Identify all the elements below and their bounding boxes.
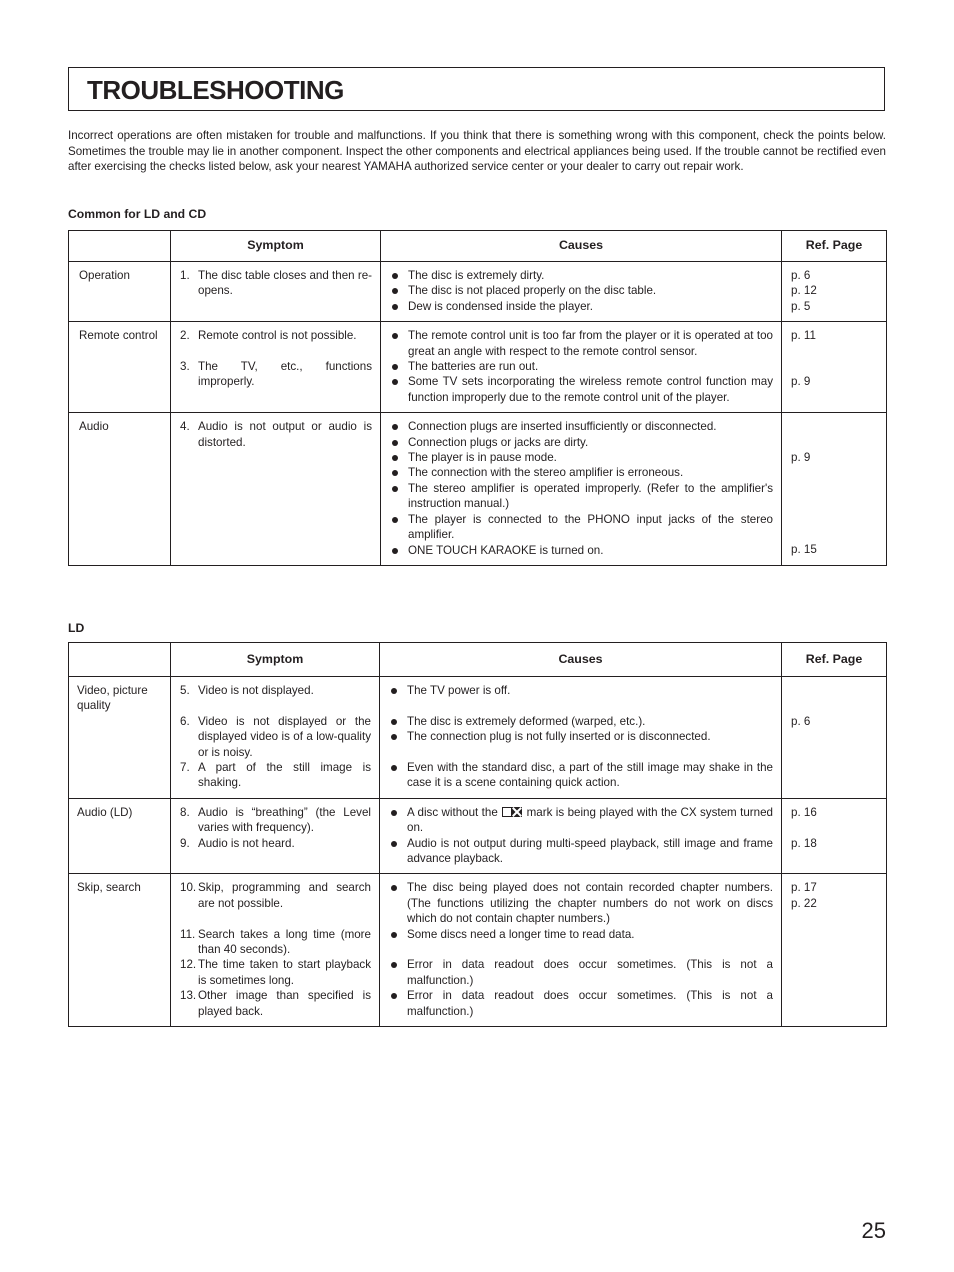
ref-page: p. 15 [791, 543, 817, 557]
symptom-number: 3. [180, 360, 190, 374]
symptom-text: Remote control is not possible. [198, 329, 357, 343]
table-row [69, 798, 887, 874]
symptom-text: A part of the still image is shaking. [198, 761, 371, 790]
bullet-icon [389, 714, 407, 729]
ref-page: p. 17 [791, 881, 817, 895]
bullet-icon [389, 880, 407, 926]
bullet-icon [390, 419, 408, 434]
symptom-number: 12. [180, 958, 197, 972]
cause-text: The disc is extremely deformed (warped, etc.). [407, 714, 646, 728]
section-title-common: Common for LD and CD [68, 207, 207, 221]
ref-page: p. 16 [791, 805, 817, 819]
bullet-icon [390, 481, 408, 512]
causes-cell [380, 798, 782, 874]
intro-paragraph: Incorrect operations are often mistaken for trouble and malfunctions. If you think that there is something wrong with this component, check the points below. Sometimes the trouble may lie in another component. Inspect the other components and electrical appliances being used. If the trouble cannot be rectified even after exercising the checks listed below, ask your nearest YAMAHA authorized service center or your dealer to carry out repair work. [68, 129, 886, 174]
category-cell: Operation [69, 262, 171, 322]
ref-cell [782, 413, 887, 566]
symptom-text: The time taken to start playback is sometimes long. [198, 958, 371, 987]
cause-item [389, 683, 773, 698]
bullet-icon [390, 328, 408, 359]
causes-cell [380, 677, 782, 799]
bullet-icon [390, 543, 408, 558]
symptom-text: Video is not displayed. [198, 684, 314, 697]
symptom-cell [171, 413, 381, 566]
cause-item [389, 729, 773, 744]
bullet-icon [390, 465, 408, 480]
bullet-icon [390, 450, 408, 465]
symptom-cell [171, 874, 380, 1027]
bullet-icon [390, 512, 408, 543]
symptom-number: 4. [180, 420, 190, 434]
symptom-item [180, 328, 372, 343]
cause-text: The batteries are run out. [408, 360, 539, 374]
cause-text [407, 805, 773, 836]
table-header-row [69, 643, 887, 677]
cause-text: Error in data readout does occur sometimes. (This is not a malfunction.) [407, 989, 773, 1018]
symptom-number: 5. [180, 684, 190, 697]
category-cell: Video, picture quality [69, 677, 171, 799]
cause-text: The connection plug is not fully inserted or is disconnected. [407, 730, 711, 744]
ref-cell [782, 798, 887, 874]
bullet-icon [389, 988, 407, 1019]
header-category [69, 643, 171, 677]
symptom-number: 7. [180, 761, 190, 775]
ref-page: p. 5 [791, 299, 811, 313]
header-symptom: Symptom [171, 231, 381, 262]
cause-text: Even with the standard disc, a part of the still image may shake in the case it is a scene containing quick action. [407, 761, 773, 790]
cause-text: Some TV sets incorporating the wireless remote control function may function improperly due to the remote control unit of the player. [408, 375, 773, 404]
ref-page: p. 11 [791, 329, 816, 343]
cause-text: Audio is not output during multi-speed playback, still image and frame advance playback. [407, 836, 773, 866]
symptom-text: The disc table closes and then re-opens. [198, 269, 373, 298]
ref-cell [782, 677, 887, 799]
bullet-icon [390, 268, 408, 283]
cause-item [390, 465, 773, 480]
cause-text: The player is in pause mode. [408, 451, 557, 465]
symptom-text: Audio is “breathing” (the Level varies with frequency). [198, 805, 371, 835]
cause-item [390, 450, 773, 465]
bullet-icon [389, 729, 407, 744]
bullet-icon [389, 957, 407, 988]
symptom-item [180, 988, 371, 1019]
cause-item [390, 481, 773, 512]
cause-item [389, 836, 773, 867]
table-row [69, 874, 887, 1027]
cause-text: The remote control unit is too far from the player or it is operated at too great an angle with respect to the remote control sensor. [408, 329, 773, 358]
cause-item [390, 512, 773, 543]
cause-item [389, 988, 773, 1019]
symptom-number: 11. [180, 927, 196, 941]
symptom-number: 2. [180, 329, 190, 343]
cause-text: Error in data readout does occur sometimes. (This is not a malfunction.) [407, 958, 773, 987]
category-cell: Audio [69, 413, 171, 566]
category-cell: Skip, search [69, 874, 171, 1027]
symptom-item [180, 419, 372, 450]
symptom-text: Skip, programming and search are not possible. [198, 881, 371, 910]
symptom-number: 6. [180, 714, 190, 728]
symptom-number: 13. [180, 989, 197, 1003]
symptom-text: Audio is not output or audio is distorted. [198, 420, 372, 449]
cause-item [390, 283, 773, 298]
cause-text: The disc is extremely dirty. [408, 269, 545, 282]
cause-item [390, 543, 773, 558]
page-title: TROUBLESHOOTING [87, 75, 344, 105]
section-title-ld: LD [68, 621, 85, 635]
symptom-cell [171, 677, 380, 799]
bullet-icon [390, 374, 408, 405]
bullet-icon [390, 435, 408, 450]
ref-page: p. 22 [791, 896, 817, 910]
page-number: 25 [861, 1218, 886, 1243]
cause-text: ONE TOUCH KARAOKE is turned on. [408, 543, 604, 557]
symptom-item [180, 760, 371, 791]
cause-text: Dew is condensed inside the player. [408, 299, 593, 313]
bullet-icon [390, 283, 408, 298]
bullet-icon [390, 299, 408, 314]
table-header-row [69, 231, 887, 262]
cause-item [389, 805, 773, 836]
cause-item [390, 419, 773, 434]
troubleshooting-table-common [68, 230, 887, 566]
cause-item [389, 760, 773, 791]
symptom-item [180, 957, 371, 988]
ref-page: p. 12 [791, 284, 817, 298]
symptom-item [180, 683, 371, 698]
ref-cell [782, 322, 887, 413]
cause-item [389, 714, 773, 729]
cause-item [390, 359, 773, 374]
cause-text: The disc is not placed properly on the disc table. [408, 284, 657, 298]
symptom-item [180, 359, 372, 390]
header-causes: Causes [380, 643, 782, 677]
table-row [69, 322, 887, 413]
symptom-item [180, 927, 371, 958]
header-ref-page: Ref. Page [782, 643, 887, 677]
causes-cell [381, 262, 782, 322]
header-category [69, 231, 171, 262]
cause-text: The player is connected to the PHONO input jacks of the stereo amplifier. [408, 512, 773, 542]
ref-page: p. 6 [791, 269, 811, 282]
cause-item [390, 374, 773, 405]
bullet-icon [389, 805, 407, 836]
header-ref-page: Ref. Page [782, 231, 887, 262]
category-cell: Audio (LD) [69, 798, 171, 874]
bullet-icon [389, 760, 407, 791]
causes-cell [381, 322, 782, 413]
symptom-item [180, 714, 371, 760]
symptom-item [180, 836, 371, 851]
bullet-icon [389, 927, 407, 942]
header-causes: Causes [381, 231, 782, 262]
cause-item [389, 957, 773, 988]
symptom-number: 1. [180, 269, 190, 282]
cause-item [390, 435, 773, 450]
table-row [69, 677, 887, 799]
symptom-text: Audio is not heard. [198, 836, 295, 850]
cause-text: The disc being played does not contain recorded chapter numbers. (The functions utilizing the chapter numbers do not work on discs which do not contain chapter numbers.) [407, 881, 773, 926]
bullet-icon [390, 359, 408, 374]
symptom-number: 8. [180, 805, 190, 819]
cx-mark-icon [502, 807, 522, 817]
ref-page: p. 18 [791, 836, 817, 850]
symptom-cell [171, 262, 381, 322]
ref-page: p. 6 [791, 714, 811, 728]
table-row [69, 262, 887, 322]
symptom-item [180, 268, 372, 299]
table-row [69, 413, 887, 566]
symptom-number: 10. [180, 881, 197, 895]
cause-text: The TV power is off. [407, 684, 511, 697]
cause-item [389, 927, 773, 942]
cause-text-part: mark is being played with the CX system turned on. [407, 805, 773, 835]
symptom-text: Other image than specified is played back. [198, 989, 371, 1018]
cause-text: The stereo amplifier is operated improperly. (Refer to the amplifier's instruction manual.) [408, 481, 773, 511]
troubleshooting-table-ld [68, 642, 887, 1027]
symptom-item [180, 880, 371, 911]
category-cell: Remote control [69, 322, 171, 413]
cause-text: Some discs need a longer time to read data. [407, 927, 635, 941]
ref-page: p. 9 [791, 375, 811, 389]
bullet-icon [389, 836, 407, 867]
cause-text: Connection plugs are inserted insufficiently or disconnected. [408, 420, 717, 434]
symptom-cell [171, 322, 381, 413]
ref-cell [782, 874, 887, 1027]
symptom-text: The TV, etc., functions improperly. [198, 360, 372, 389]
symptom-text: Video is not displayed or the displayed video is of a low-quality or is noisy. [198, 714, 371, 759]
cause-text: The connection with the stereo amplifier is erroneous. [408, 466, 684, 480]
header-symptom: Symptom [171, 643, 380, 677]
cause-item [389, 880, 773, 926]
cause-text: Connection plugs or jacks are dirty. [408, 435, 589, 449]
causes-cell [380, 874, 782, 1027]
symptom-item [180, 805, 371, 836]
ref-page: p. 9 [791, 451, 811, 465]
symptom-number: 9. [180, 836, 190, 850]
cause-text-part: A disc without the [407, 805, 502, 819]
symptom-cell [171, 798, 380, 874]
title-box [68, 67, 885, 111]
bullet-icon [389, 683, 407, 698]
cause-item [390, 328, 773, 359]
symptom-text: Search takes a long time (more than 40 seconds). [198, 927, 371, 957]
ref-cell [782, 262, 887, 322]
cause-item [390, 268, 773, 283]
cause-item [390, 299, 773, 314]
causes-cell [381, 413, 782, 566]
